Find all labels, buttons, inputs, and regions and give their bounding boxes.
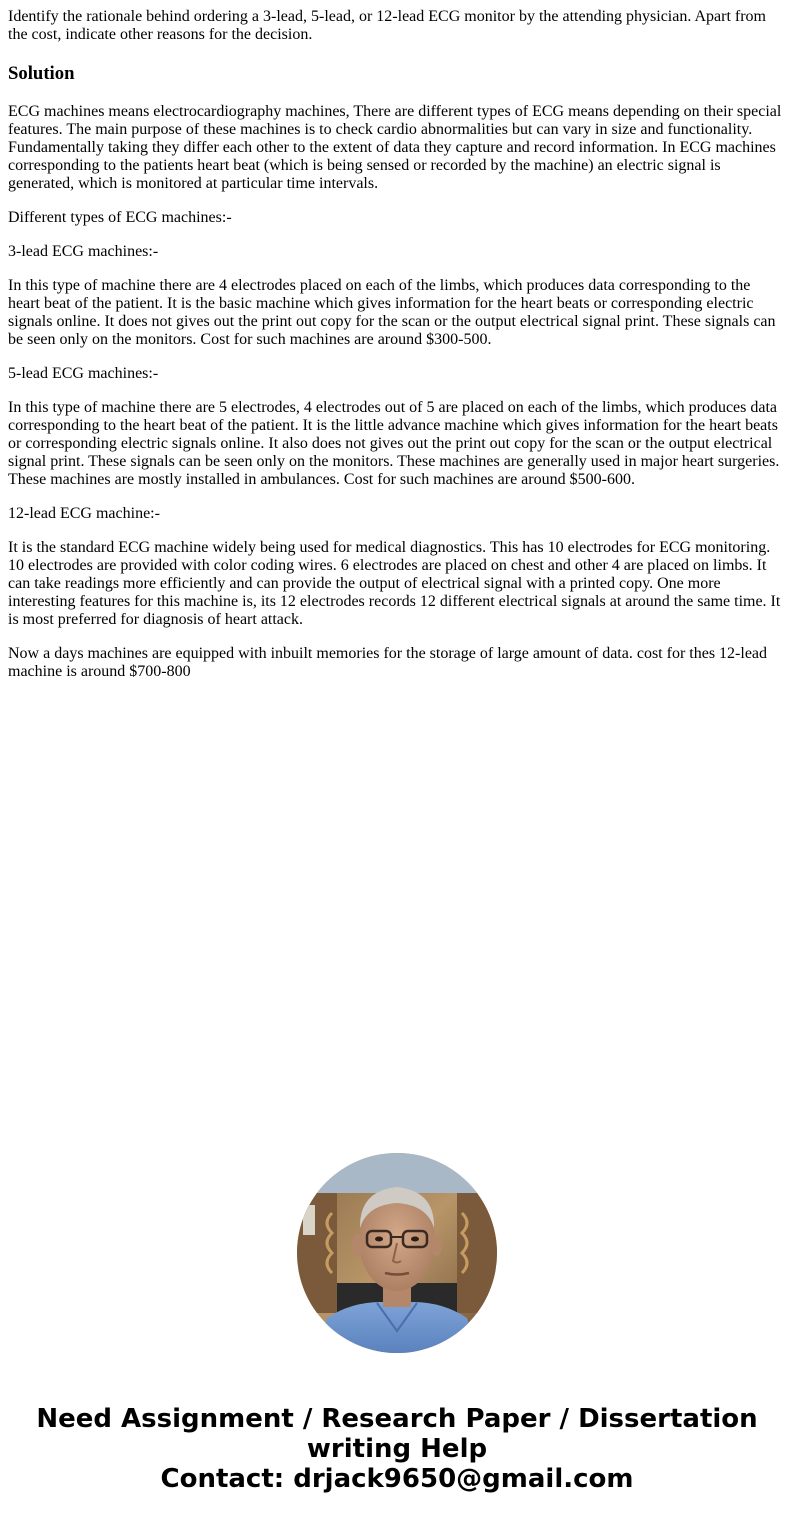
lead12-paragraph: It is the standard ECG machine widely being used for medical diagnostics. This has 10 electrodes for ECG monitoring. 10 electrodes are provided with color coding wires. 6 electrodes are placed on chest and other 4 are placed on limbs. It can take readings more efficiently and can provide the output of electrical signal with a printed copy. One more interesting features for this machine is, its 12 electrodes records 12 different electrical signals at around the same time. It is most preferred for diagnosis of heart attack. [8,539,781,628]
lead12-heading: 12-lead ECG machine:- [8,505,160,522]
footer-contact: Contact: drjack9650@gmail.com [160,1464,634,1494]
lead5-paragraph: In this type of machine there are 5 electrodes, 4 electrodes out of 5 are placed on each of the limbs, which produces data corresponding to the heart beat of the patient. It is the little advance machine which gives information for the heart beats or corresponding electric signals online. It also does not gives out the print out copy for the scan or the output electrical signal print. These signals can be seen only on the monitors. These machines are generally used in major heart surgeries. These machines are mostly installed in ambulances. Cost for such machines are around $500-600. [8,399,780,488]
lead3-heading: 3-lead ECG machines:- [8,243,159,260]
solution-heading: Solution [8,63,75,84]
types-heading: Different types of ECG machines:- [8,209,232,226]
question-text: Identify the rationale behind ordering a 3-lead, 5-lead, or 12-lead ECG monitor by the attending physician. Apart from the cost, indicate other reasons for the decision. [8,8,766,43]
person-portrait-icon [297,1153,497,1353]
closing-paragraph: Now a days machines are equipped with inbuilt memories for the storage of large amount of data. cost for thes 12-lead machine is around $700-800 [8,645,768,680]
document-body [8,8,786,697]
lead3-paragraph: In this type of machine there are 4 electrodes placed on each of the limbs, which produces data corresponding to the heart beat of the patient. It is the basic machine which gives information for the heart beats or corresponding electric signals online. It does not gives out the print out copy for the scan or the output electrical signal print. These signals can be seen only on the monitors. Cost for such machines are around $300-500. [8,277,776,348]
intro-paragraph: ECG machines means electrocardiography machines, There are different types of ECG means depending on their special features. The main purpose of these machines is to check cardio abnormalities but can vary in size and functionality. Fundamentally taking they differ each other to the extent of data they capture and record information. In ECG machines corresponding to the patients heart beat (which is being sensed or recorded by the machine) an electric signal is generated, which is monitored at particular time intervals. [8,103,782,192]
lead5-heading: 5-lead ECG machines:- [8,365,159,382]
footer-line-1: Need Assignment / Research Paper / Dissertation [36,1404,758,1434]
footer-line-2: writing Help [306,1434,488,1464]
avatar [297,1153,497,1353]
footer-banner [0,1404,794,1494]
